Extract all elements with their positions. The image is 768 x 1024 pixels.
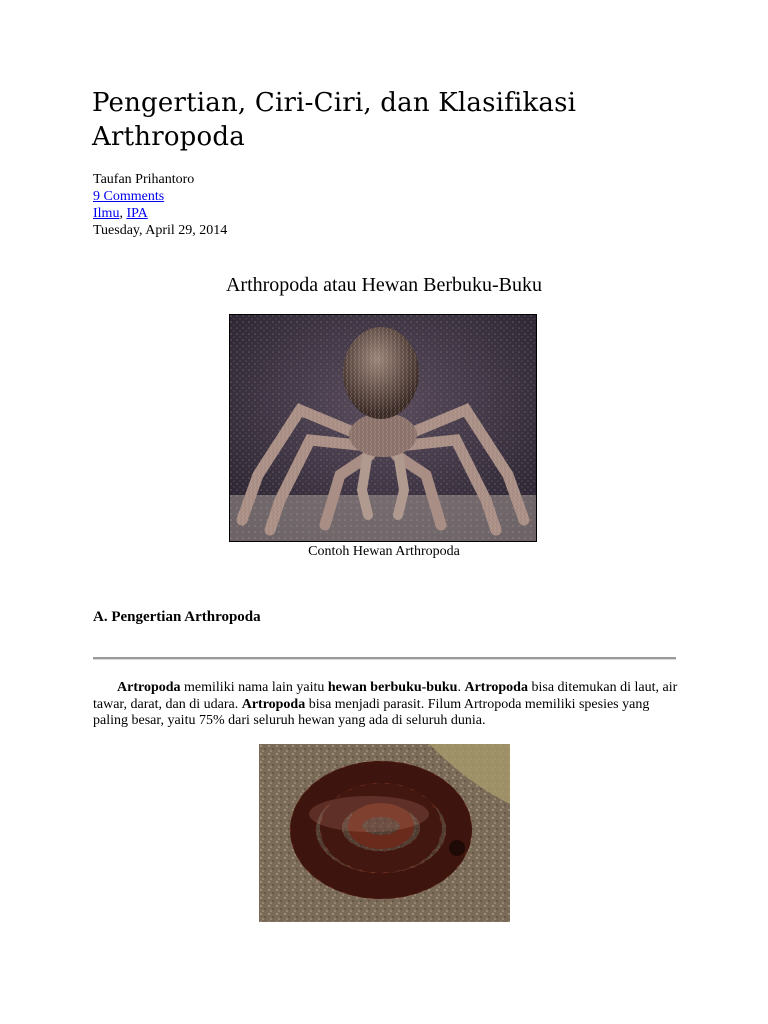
section-paragraph	[93, 680, 678, 730]
figure-caption: Contoh Hewan Arthropoda	[308, 544, 460, 559]
term-artropoda: Artropoda	[464, 680, 528, 695]
publish-date: Tuesday, April 29, 2014	[93, 223, 228, 238]
millipede-image	[259, 744, 510, 922]
comments-link[interactable]: 9 Comments	[93, 189, 165, 204]
term-hewan-berbuku-buku: hewan berbuku-buku	[327, 680, 458, 695]
paragraph-text: memiliki nama lain yaitu	[180, 680, 328, 695]
category-link-ipa[interactable]: IPA	[126, 206, 148, 221]
category-separator: ,	[119, 206, 127, 221]
term-artropoda: Artropoda	[241, 696, 306, 712]
term-artropoda: Artropoda	[117, 680, 181, 695]
section-heading: A. Pengertian Arthropoda	[93, 609, 261, 625]
tarantula-image	[229, 314, 537, 542]
category-list	[93, 205, 227, 222]
category-link-ilmu[interactable]: Ilmu	[93, 206, 120, 221]
horizontal-divider	[93, 657, 676, 660]
article-subtitle: Arthropoda atau Hewan Berbuku-Buku	[225, 274, 543, 296]
author-name: Taufan Prihantoro	[93, 172, 195, 187]
paragraph-text: bisa menjadi parasit. Filum Artropoda memiliki spesies yang paling besar, yaitu 75% dari seluruh hewan yang ada di seluruh dunia.	[93, 696, 650, 728]
article-meta	[93, 171, 227, 239]
paragraph-text: bisa ditemukan di laut, air tawar, darat, dan di udara.	[93, 680, 678, 712]
paragraph-text: .	[457, 680, 465, 695]
article-title: Pengertian, Ciri-Ciri, dan Klasifikasi Arthropoda	[92, 88, 577, 152]
